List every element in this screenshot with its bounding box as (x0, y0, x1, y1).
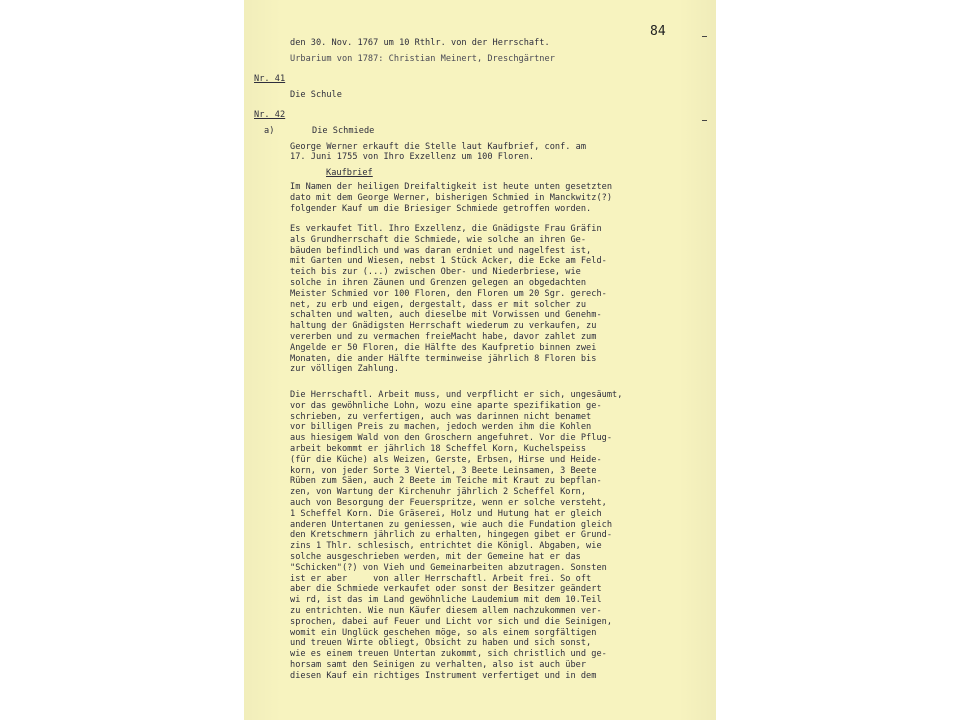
body-line: als Grundherrschaft die Schmiede, wie solche an ihren Ge- (290, 234, 587, 245)
header-line: Urbarium von 1787: Christian Meinert, Dreschgärtner (290, 54, 555, 64)
body-line: dato mit dem George Werner, bisherigen Schmied in Manckwitz(?) (290, 192, 613, 203)
item-title: Die Schmiede (312, 126, 375, 136)
body-line: arbeit bekommt er jährlich 18 Scheffel Korn, Kuchelspeiss (290, 444, 587, 454)
body-line: zins 1 Thlr. schlesisch, entrichtet die Königl. Abgaben, wie (290, 541, 602, 552)
body-line: schalten und walten, auch dieselbe mit Vorwissen und Genehm- (290, 310, 602, 321)
body-line: ist er aber von aller Herrschaftl. Arbeit frei. So oft (290, 573, 592, 584)
intro-line: 17. Juni 1755 von Ihro Exzellenz um 100 Floren. (290, 152, 535, 162)
item-label: a) (264, 126, 275, 136)
body-line: womit ein Unglück geschehen möge, so als einem sorgfältigen (290, 627, 597, 638)
body-line: vor billigen Preis zu machen, jedoch werden ihm die Kohlen (290, 422, 592, 433)
body-line: (für die Küche) als Weizen, Gerste, Erbsen, Hirse und Heide- (290, 454, 602, 465)
body-line: zen, von Wartung der Kirchenuhr jährlich 2 Scheffel Korn, (290, 487, 587, 498)
intro-line: George Werner erkauft die Stelle laut Kaufbrief, conf. am (290, 142, 587, 152)
body-line: Rüben zum Säen, auch 2 Beete im Teiche mit Kraut zu bepflan- (290, 476, 602, 487)
body-line: mit Garten und Wiesen, nebst 1 Stück Acker, die Ecke am Feld- (290, 256, 607, 267)
section-title: Die Schule (290, 90, 342, 100)
body-line: den Kretschmern jährlich zu erhalten, hingegen gibet er Grund- (290, 530, 613, 541)
body-line: haltung der Gnädigsten Herrschaft wiederum zu verkaufen, zu (290, 321, 597, 332)
body-line: Monaten, die ander Hälfte terminweise jährlich 8 Floren bis (290, 353, 597, 364)
body-line: anderen Untertanen zu geniessen, wie auch die Fundation gleich (290, 519, 613, 530)
header-line: den 30. Nov. 1767 um 10 Rthlr. von der Herrschaft. (290, 38, 550, 48)
body-line: auch von Besorgung der Feuerspritze, wenn er solche versteht, (290, 498, 607, 508)
body-line: zur völligen Zahlung. (290, 364, 400, 375)
body-line: aber die Schmiede verkaufet oder sonst der Besitzer geändert (290, 584, 602, 595)
kaufbrief-heading: Kaufbrief (326, 168, 373, 178)
body-line: Im Namen der heiligen Dreifaltigkeit ist heute unten gesetzten (290, 182, 613, 192)
body-line: Angelde er 50 Floren, die Hälfte des Kaufpretio binnen zwei (290, 342, 597, 353)
page-number: 84 (650, 24, 666, 39)
body-line: solche ausgeschrieben werden, mit der Gemeine hat er das (290, 552, 581, 562)
body-line: Meister Schmied vor 100 Floren, den Floren um 20 Sgr. gerech- (290, 288, 607, 299)
body-line: "Schicken"(?) von Vieh und Gemeinarbeiten abzutragen. Sonsten (290, 562, 607, 573)
body-line: und treuen Wirte obliegt, Obsicht zu haben und sich sonst, (290, 638, 592, 649)
body-line: diesen Kauf ein richtiges Instrument verfertiget und in dem (290, 670, 597, 681)
body-line: vererben und zu vermachen freieMacht habe, davor zahlet zum (290, 332, 597, 342)
margin-mark (702, 36, 707, 37)
margin-mark (702, 120, 707, 121)
section-number: Nr. 42 (254, 110, 286, 120)
document-page (244, 0, 716, 720)
body-line: horsam samt den Seinigen zu verhalten, also ist auch über (290, 660, 587, 670)
section-number: Nr. 41 (254, 74, 286, 84)
body-line: bäuden befindlich und was daran erdniet und nagelfest ist, (290, 245, 592, 256)
body-line: Es verkaufet Titl. Ihro Exzellenz, die Gnädigste Frau Gräfin (290, 224, 602, 234)
body-line: schrieben, zu verfertigen, auch was darinnen nicht benamet (290, 411, 592, 422)
body-line: teich bis zur (...) zwischen Ober- und Niederbriese, wie (290, 267, 581, 278)
body-line: Die Herrschaftl. Arbeit muss, und verpflicht er sich, ungesäumt, (290, 390, 623, 400)
body-line: wi rd, ist das im Land gewöhnliche Laudemium mit dem 10.Teil (290, 595, 602, 606)
body-line: vor das gewöhnliche Lohn, wozu eine aparte spezifikation ge- (290, 400, 602, 411)
body-line: wie es einem treuen Untertan zukommt, sich christlich und ge- (290, 649, 607, 660)
body-line: aus hiesigem Wald von den Groschern angefuhret. Vor die Pflug- (290, 433, 613, 444)
body-line: zu entrichten. Wie nun Käufer diesem allem nachzukommen ver- (290, 606, 602, 616)
body-line: folgender Kauf um die Briesiger Schmiede getroffen worden. (290, 203, 592, 214)
body-line: korn, von jeder Sorte 3 Viertel, 3 Beete Leinsamen, 3 Beete (290, 465, 597, 476)
body-line: net, zu erb und eigen, dergestalt, dass er mit solcher zu (290, 299, 587, 310)
body-line: 1 Scheffel Korn. Die Gräserei, Holz und Hutung hat er gleich (290, 508, 602, 519)
body-line: sprochen, dabei auf Feuer und Licht vor sich und die Seinigen, (290, 616, 613, 627)
body-line: solche in ihren Zäunen und Grenzen gelegen an obgedachten (290, 278, 587, 288)
